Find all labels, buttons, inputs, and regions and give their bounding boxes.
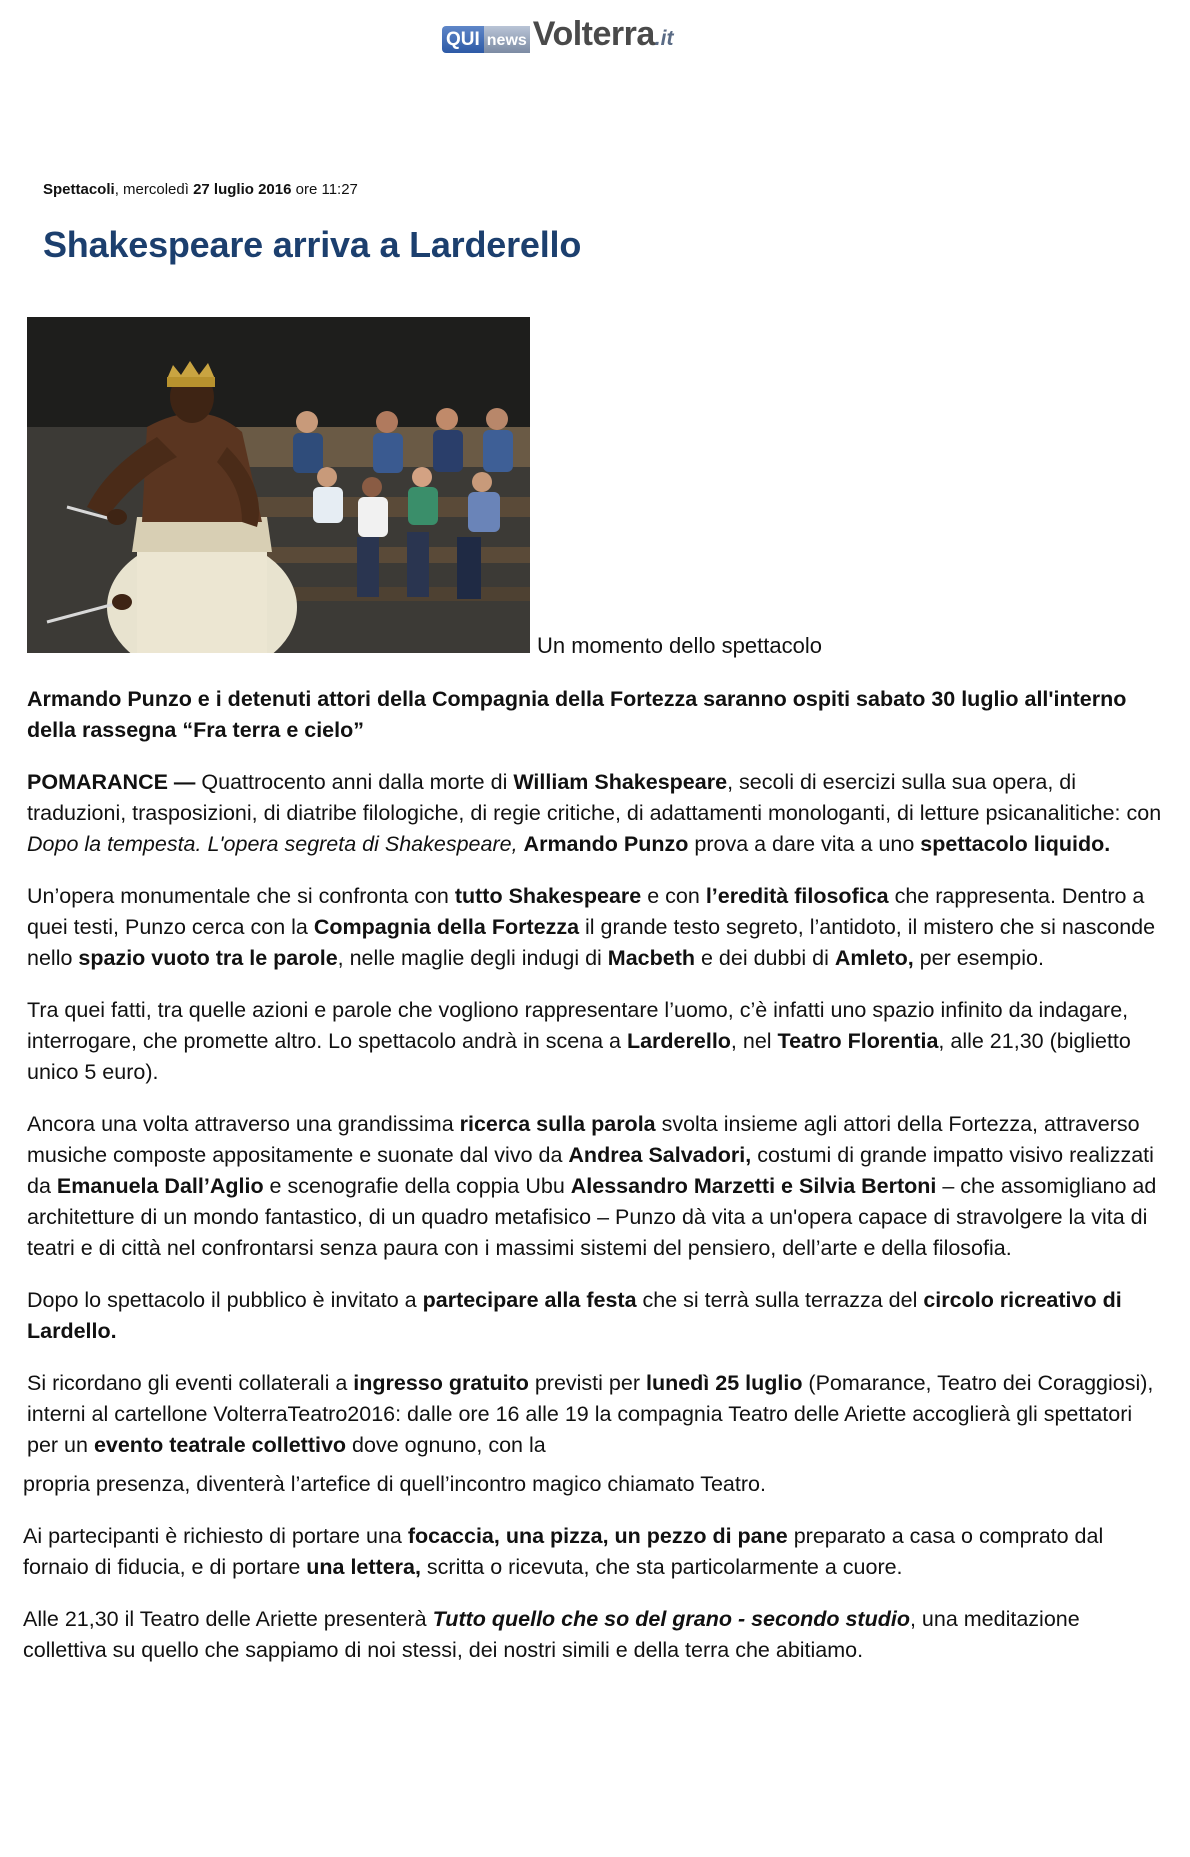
article-photo: [27, 317, 530, 653]
article-time: 11:27: [321, 181, 358, 198]
photo-caption: Un momento dello spettacolo: [537, 633, 822, 658]
paragraph-2: Un’opera monumentale che si confronta con tutto Shakespeare e con l’eredità filosofica che rappresenta. Dentro a quei testi, Punzo cerca con la Compagnia della Fortezza il grande testo segreto, l’antidoto, il mistero che si nasconde nello spazio vuoto tra le parole, nelle maglie degli indugi di Macbeth e dei dubbi di Amleto, per esempio.: [27, 884, 1156, 970]
article-body: [23, 684, 1167, 1687]
paragraph-4: Ancora una volta attraverso una grandissima ricerca sulla parola svolta insieme agli attori della Fortezza, attraverso musiche composte appositamente e suonate dal vivo da Andrea Salvadori, costumi di grande impatto visivo realizzati da Emanuela Dall’Aglio e scenografie della coppia Ubu Alessandro Marzetti e Silvia Bertoni – che assomigliano ad architetture di un mondo fantastico, di un quadro metafisico – Punzo dà vita a un'opera capace di stravolgere la vita di teatri e di città nel confrontarsi senza paura con i massimi sistemi del pensiero, dell’arte e della filosofia.: [27, 1112, 1157, 1260]
article-lead: Armando Punzo e i detenuti attori della Compagnia della Fortezza saranno ospiti sabato 30 luglio all'interno della rassegna “Fra terra e cielo”: [27, 687, 1127, 742]
article-date: 27 luglio 2016: [193, 181, 292, 198]
page-title: Shakespeare arriva a Larderello: [43, 224, 582, 265]
paragraph-8: Ai partecipanti è richiesto di portare una focaccia, una pizza, un pezzo di pane preparato a casa o comprato dal fornaio di fiducia, e di portare una lettera, scritta o ricevuta, che sta particolarmente a cuore.: [23, 1524, 1104, 1579]
paragraph-5: Dopo lo spettacolo il pubblico è invitato a partecipare alla festa che si terrà sulla terrazza del circolo ricreativo di Lardello.: [27, 1288, 1122, 1343]
article-meta: Spettacoli, mercoledì 27 luglio 2016 ore 11:27: [43, 181, 358, 198]
site-logo[interactable]: [442, 9, 673, 53]
logo-name: Volterra: [532, 15, 655, 53]
paragraph-6: Si ricordano gli eventi collaterali a ingresso gratuito previsti per lunedì 25 luglio (Pomarance, Teatro dei Coraggiosi), interni al cartellone VolterraTeatro2016: dalle ore 16 alle 19 la compagnia Teatro delle Ariette accoglierà gli spettatori per un evento teatrale collettivo dove ognuno, con la: [27, 1371, 1154, 1457]
logo-qui: QUI: [442, 26, 484, 53]
category-link[interactable]: Spettacoli: [43, 181, 115, 198]
logo-news: news: [484, 26, 530, 53]
paragraph-7: propria presenza, diventerà l’artefice di quell’incontro magico chiamato Teatro.: [23, 1472, 766, 1496]
logo-tld: .it: [654, 27, 674, 50]
paragraph-3: Tra quei fatti, tra quelle azioni e parole che vogliono rappresentare l’uomo, c’è infatti uno spazio infinito da indagare, interrogare, che promette altro. Lo spettacolo andrà in scena a Larderello, nel Teatro Florentia, alle 21,30 (biglietto unico 5 euro).: [27, 998, 1131, 1084]
paragraph-9: Alle 21,30 il Teatro delle Ariette presenterà Tutto quello che so del grano - secondo studio, una meditazione collettiva su quello che sappiamo di noi stessi, dei nostri simili e della terra che abitiamo.: [23, 1607, 1080, 1662]
paragraph-1: POMARANCE — Quattrocento anni dalla morte di William Shakespeare, secoli di esercizi sulla sua opera, di traduzioni, trasposizioni, di diatribe filologiche, di regie critiche, di adattamenti monologanti, di letture psicanalitiche: con Dopo la tempesta. L'opera segreta di Shakespeare, Armando Punzo prova a dare vita a uno spettacolo liquido.: [27, 770, 1162, 856]
theatre-photo-illustration: [27, 317, 530, 653]
